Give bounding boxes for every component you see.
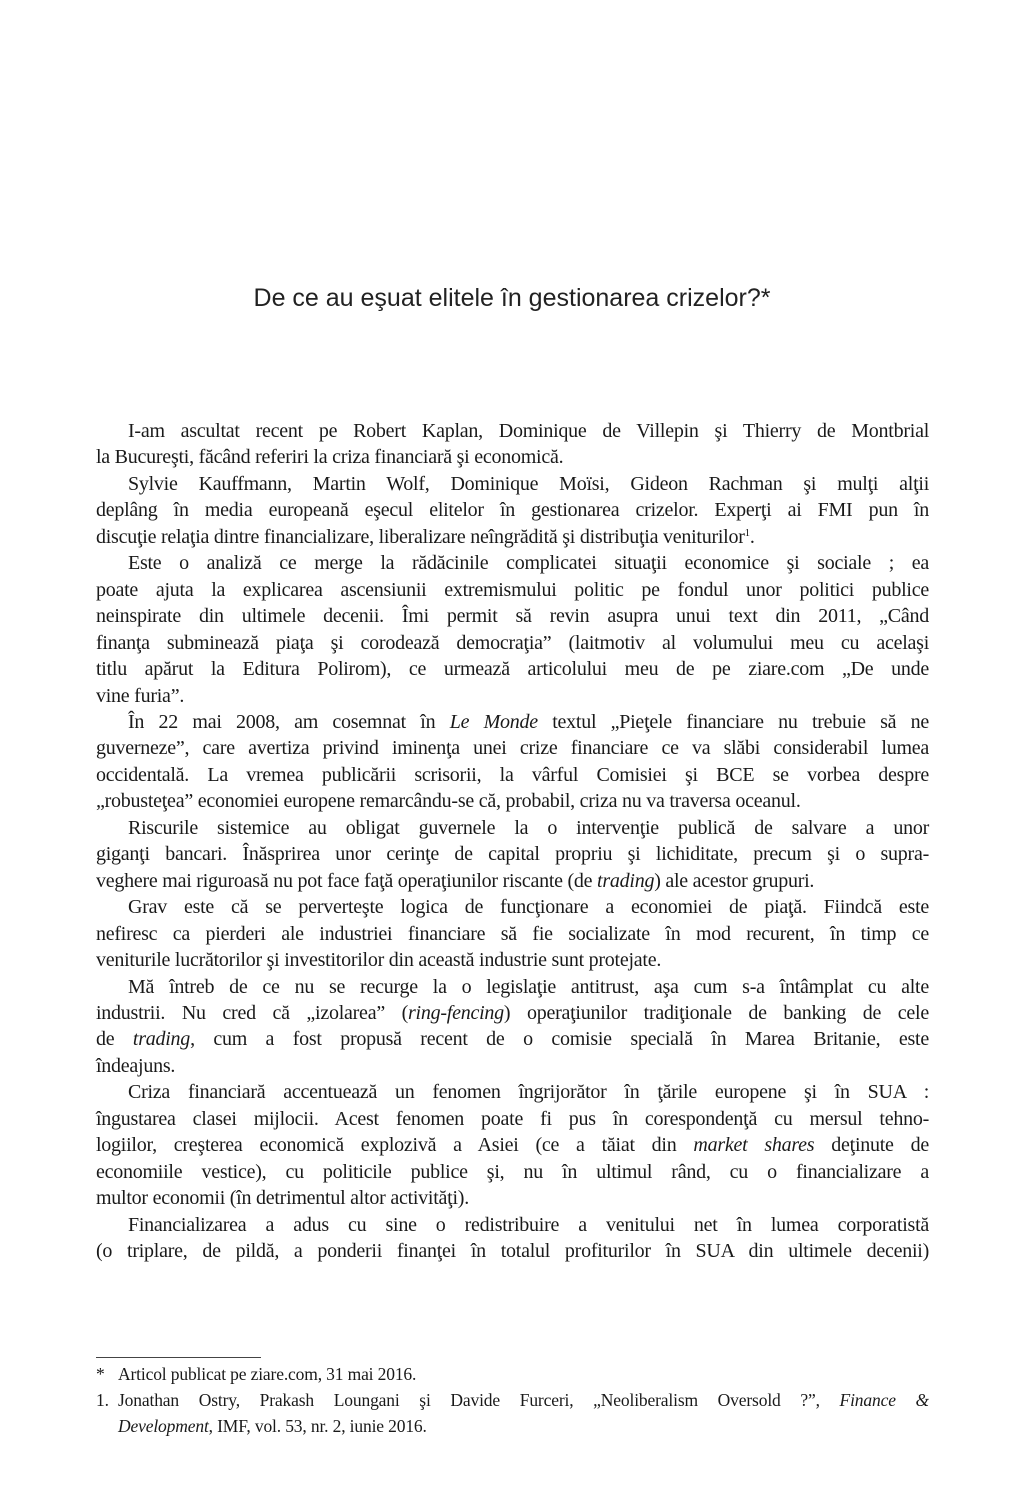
text-line [96,1000,929,1026]
text-line [96,947,929,973]
footnote-line [118,1413,929,1439]
text-run: ) ale acestor grupuri. [654,869,815,892]
text-run: discuţie relaţia dintre financializare, liberalizare neîngrădită şi distribuţia veniturilor [96,525,745,548]
text-run: (o triplare, de pildă, a ponderii finanţei în totalul profiturilor în SUA din ultimele decenii) [96,1240,929,1263]
text-line [96,1026,929,1052]
paragraph [96,550,929,709]
text-run: la Bucureşti, făcând referiri la criza financiară şi economică. [96,446,564,469]
text-run: Criza financiară accentuează un fenomen îngrijorător în ţările europene şi în SUA : [128,1081,929,1104]
text-run: neinspirate din ultimele decenii. Îmi permit să revin asupra unui text din 2011, „Când [96,605,929,628]
text-line [96,656,929,682]
footnote-ref[interactable]: 1 [744,526,750,539]
text-run: Grav este că se perverteşte logica de funcţionare a economiei de piaţă. Fiindcă este [128,896,929,919]
article-title: De ce au eşuat elitele în gestionarea crizelor?* [253,284,771,312]
text-line [96,1132,929,1158]
paragraph [96,418,929,471]
text-run: Le Monde [449,710,538,733]
text-run: Este o analiză ce merge la rădăcinile complicatei situaţii economice şi sociale ; ea [128,552,929,575]
text-run: multor economii (în detrimentul altor activităţi). [96,1187,469,1210]
text-run: poate ajuta la explicarea ascensiunii extremismului politic pe fondul unor politici publice [96,578,929,601]
footnote [96,1361,929,1387]
text-line [96,497,929,523]
text-run: I-am ascultat recent pe Robert Kaplan, Dominique de Villepin şi Thierry de Montbrial [128,420,929,442]
text-run: trading [132,1028,191,1051]
text-run: trading [597,869,655,892]
text-line [96,524,929,550]
text-run: Financializarea a adus cu sine o redistribuire a venitului net în lumea corporatistă [128,1213,929,1236]
text-run: veniturile lucrătorilor şi investitorilor din această industrie sunt protejate. [96,949,662,972]
text-run: Articol publicat pe ziare.com, 31 mai 2016. [118,1363,417,1384]
text-line [96,1079,929,1105]
text-run: Sylvie Kauffmann, Martin Wolf, Dominique Moïsi, Gideon Rachman şi mulţi alţii [128,472,929,495]
text-run: de [96,1028,133,1051]
text-line [96,841,929,867]
text-run: titlu apărut la Editura Polirom), ce urmează articolului meu de pe ziare.com „De unde [96,658,929,681]
text-line [96,921,929,947]
text-line [96,1238,929,1264]
text-run: ) operaţiunilor tradiţionale de banking de cele [503,1001,929,1024]
text-line [96,1212,929,1238]
text-run: În 22 mai 2008, am cosemnat în [128,710,450,733]
text-run: . [749,525,755,548]
text-line [96,418,929,444]
text-run: guverneze”, care avertiza privind iminenţa unei crize financiare ce va slăbi considerabil lumea [96,737,929,760]
text-run: nefiresc ca pierderi ale industriei financiare să fie socializate în mod recurent, în timp ce [96,922,929,945]
text-line [96,974,929,1000]
text-run: vine furia”. [96,684,185,707]
text-run: veghere mai riguroasă nu pot face faţă operaţiunilor riscante (de [96,869,598,892]
text-run: ring-fencing [408,1001,504,1024]
text-run: Riscurile sistemice au obligat guvernele la o intervenţie publică de salvare a unor [128,816,929,839]
page-content [96,418,929,1439]
text-run: Development [118,1415,209,1436]
footnotes [96,1361,929,1439]
text-line [96,444,929,470]
footnote-mark: * [96,1363,105,1384]
text-run: finanţa subminează piaţa şi corodează democraţia” (laitmotiv al volumului meu cu acelaşi [96,631,929,654]
text-line [96,1185,929,1211]
text-run: , cum a fost propusă recent de o comisie specială în Marea Britanie, este [190,1028,929,1051]
paragraph [96,815,929,894]
text-run: occidentală. La vremea publicării scrisorii, la vârful Comisiei şi BCE se vorbea despre [96,763,929,786]
text-line [96,630,929,656]
article-body [96,418,929,1265]
text-line [96,1159,929,1185]
text-run: , IMF, vol. 53, nr. 2, iunie 2016. [208,1415,427,1436]
footnote-divider [96,1357,261,1358]
text-line [96,735,929,761]
text-run: textul „Pieţele financiare nu trebuie să ne [537,710,929,733]
text-run: Jonathan Ostry, Prakash Loungani şi Davide Furceri, „Neoliberalism Oversold ?”, [118,1389,840,1410]
paragraph [96,471,929,550]
text-run: „robusteţea” economiei europene remarcându-se că, probabil, criza nu va traversa oceanul. [96,790,801,813]
footnote-mark: 1. [96,1389,109,1410]
text-run: îngustarea clasei mijlocii. Acest fenomen poate fi pus în corespondenţă cu mersul tehno- [96,1107,929,1130]
text-run: industrii. Nu cred că „izolarea” ( [96,1001,409,1024]
text-run: deţinute de [814,1134,929,1157]
footnote [96,1387,929,1439]
paragraph [96,1079,929,1211]
text-line [96,1106,929,1132]
footnote-line [118,1361,929,1387]
paragraph [96,709,929,815]
text-line [96,550,929,576]
text-line [96,471,929,497]
text-line [96,815,929,841]
text-run: market shares [693,1134,815,1157]
footnote-line [118,1387,929,1413]
text-run: giganţi bancari. Înăsprirea unor cerinţe de capital propriu şi lichiditate, precum şi o supra- [96,843,929,866]
paragraph [96,974,929,1080]
text-run: deplâng în media europeană eşecul elitelor în gestionarea crizelor. Experţi ai FMI pun în [96,499,929,522]
text-run: Mă întreb de ce nu se recurge la o legislaţie antitrust, aşa cum s-a întâmplat cu alte [128,975,929,998]
text-run: Finance & [839,1389,929,1410]
text-line [96,1053,929,1079]
text-run: economiile vestice), cu politicile publice şi, nu în ultimul rând, cu o financializare a [96,1160,929,1183]
text-line [96,709,929,735]
paragraph [96,894,929,973]
text-line [96,603,929,629]
text-run: îndeajuns. [96,1054,176,1077]
text-run: logiilor, creşterea economică explozivă a Asiei (ce a tăiat din [96,1134,694,1157]
paragraph [96,1212,929,1265]
text-line [96,683,929,709]
text-line [96,868,929,894]
text-line [96,762,929,788]
text-line [96,577,929,603]
text-line [96,894,929,920]
text-line [96,788,929,814]
